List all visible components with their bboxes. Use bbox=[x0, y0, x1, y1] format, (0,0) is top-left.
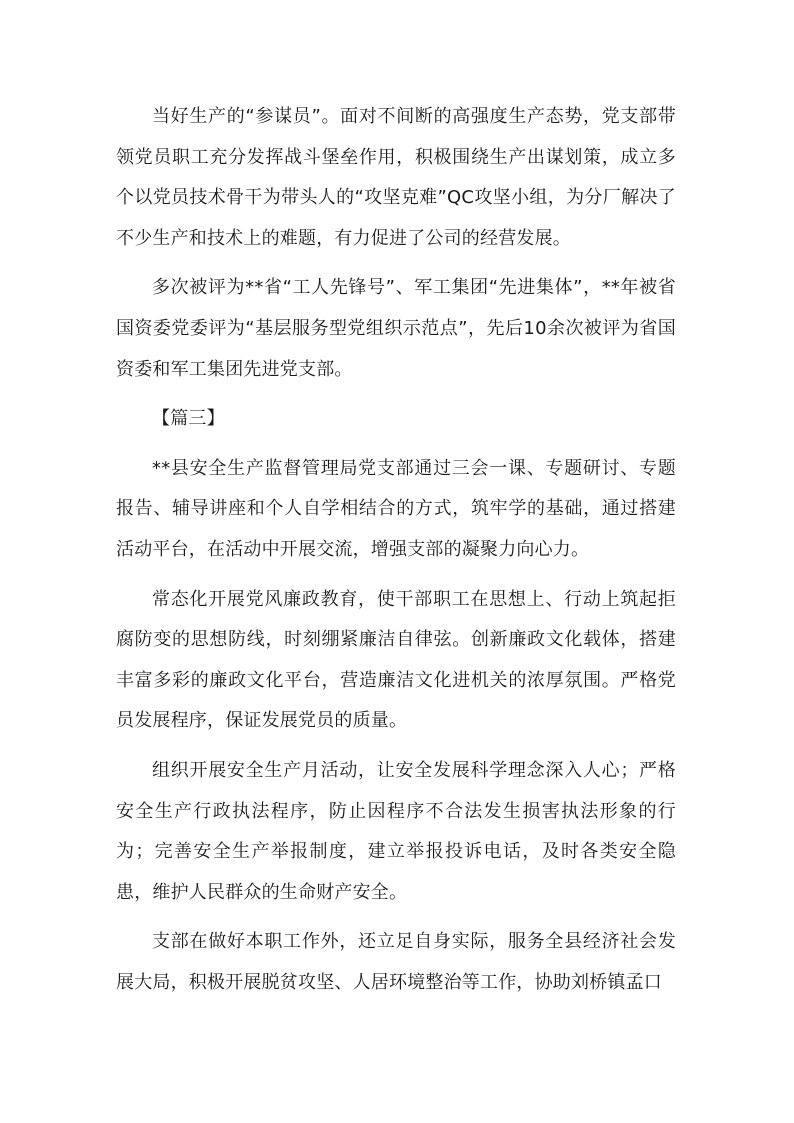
paragraph-safety-month: 组织开展安全生产月活动，让安全发展科学理念深入人心；严格安全生产行政执法程序，防止因程序不合法发生损害执法形象的行为；完善安全生产举报制度，建立举报投诉电话，及时各类安全隐患，维护人民群众的生命财产安全。 bbox=[116, 759, 676, 903]
paragraph-honors: 多次被评为**省“工人先锋号”、军工集团“先进集体”，**年被省国资委党委评为“基层服务型党组织示范点”，先后10余次被评为省国资委和军工集团先进党支部。 bbox=[116, 277, 676, 380]
paragraph-staff-advisor: 当好生产的“参谋员”。面对不间断的高强度生产态势，党支部带领党员职工充分发挥战斗堡垒作用，积极围绕生产出谋划策，成立多个以党员技术骨干为带头人的“攻坚克难”QC攻坚小组，为分厂解决了不少生产和技术上的难题，有力促进了公司的经营发展。 bbox=[116, 106, 676, 249]
paragraph-county-service: 支部在做好本职工作外，还立足自身实际，服务全县经济社会发展大局，积极开展脱贫攻坚、人居环境整治等工作，协助刘桥镇孟口 bbox=[116, 931, 676, 993]
paragraph-study-activities: **县安全生产监督管理局党支部通过三会一课、专题研讨、专题报告、辅导讲座和个人自学相结合的方式，筑牢学的基础，通过搭建活动平台，在活动中开展交流，增强支部的凝聚力向心力。 bbox=[116, 457, 676, 560]
document-body bbox=[116, 97, 676, 1012]
paragraph-integrity-education: 常态化开展党风廉政教育，使干部职工在思想上、行动上筑起拒腐防变的思想防线，时刻绷紧廉洁自律弦。创新廉政文化载体，搭建丰富多彩的廉政文化平台，营造廉洁文化进机关的浓厚氛围。严格党员发展程序，保证发展党员的质量。 bbox=[116, 588, 676, 732]
section-heading-part-three: 【篇三】 bbox=[152, 408, 225, 430]
